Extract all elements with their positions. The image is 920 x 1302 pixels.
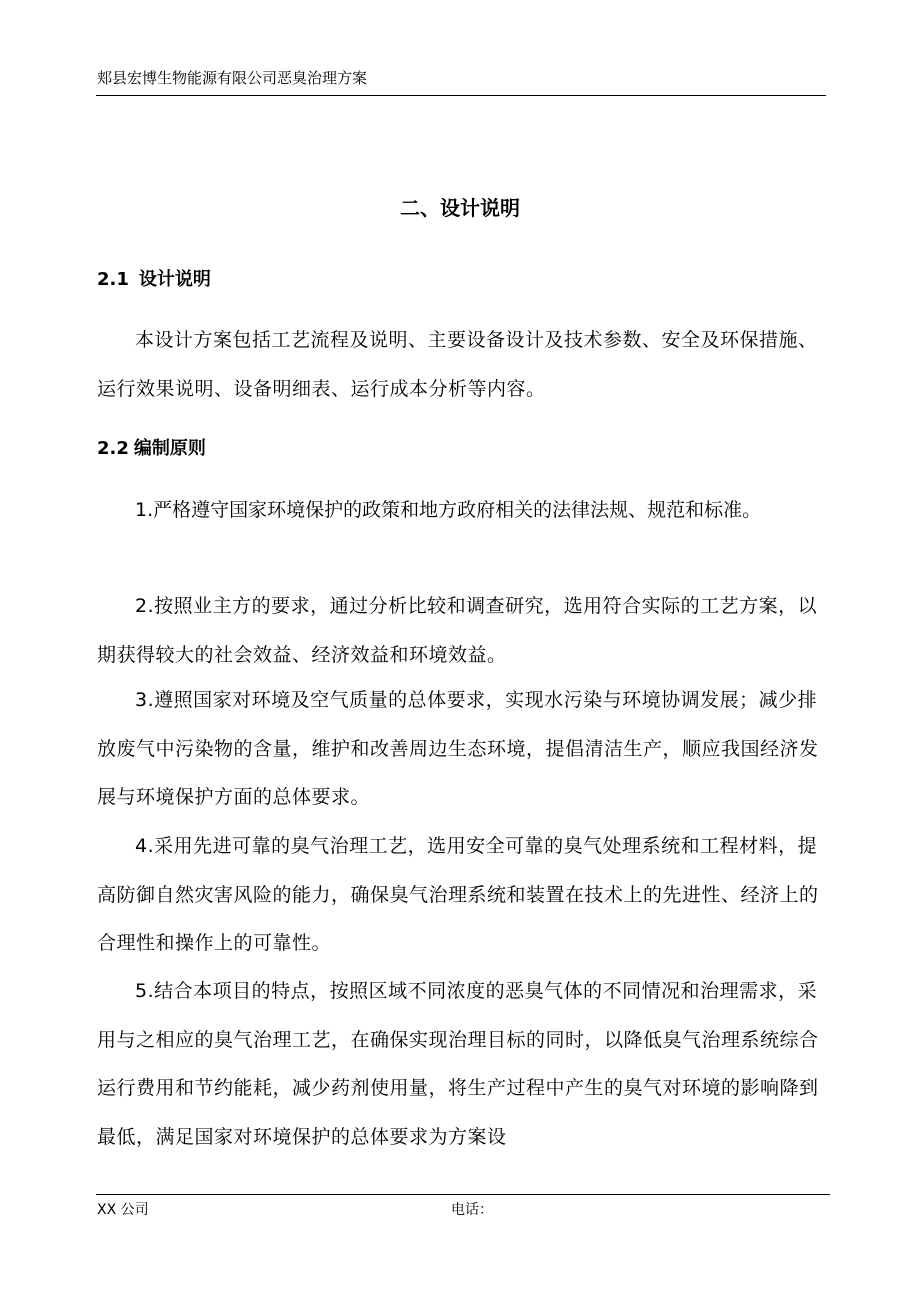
footer-divider (96, 1194, 830, 1195)
paragraph-principle-4: 4.采用先进可靠的臭气治理工艺，选用安全可靠的臭气处理系统和工程材料，提高防御自然灾害风险的能力，确保臭气治理系统和装置在技术上的先进性、经济上的合理性和操作上的可靠性。 (97, 835, 819, 954)
section-heading-2-1 (97, 267, 211, 293)
paragraph-scope: 本设计方案包括工艺流程及说明、主要设备设计及技术参数、安全及环保措施、运行效果说明、设备明细表、运行成本分析等内容。 (97, 329, 818, 400)
footer-phone-label: 电话： (451, 1202, 493, 1218)
section-title: 设计说明 (138, 269, 211, 290)
paragraph-principle-1: 1.严格遵守国家环境保护的政策和地方政府相关的法律法规、规范和标准。 (135, 499, 762, 521)
section-heading-2-2 (97, 436, 206, 462)
chapter-title: 二、设计说明 (400, 196, 520, 220)
paragraph-principle-5: 5.结合本项目的特点，按照区域不同浓度的恶臭气体的不同情况和治理需求，采用与之相应的臭气治理工艺，在确保实现治理目标的同时，以降低臭气治理系统综合运行费用和节约能耗，减少药剂使用量，将生产过程中产生的臭气对环境的影响降到最低，满足国家对环境保护的总体要求为方案设 (97, 980, 819, 1148)
header-divider (96, 95, 826, 96)
paragraph-principle-2: 2.按照业主方的要求，通过分析比较和调查研究，选用符合实际的工艺方案，以期获得较大的社会效益、经济效益和环境效益。 (97, 595, 818, 666)
page-header-title: 郏县宏博生物能源有限公司恶臭治理方案 (97, 69, 368, 87)
footer-company: XX 公司 (97, 1202, 149, 1218)
section-number: 2.2 (97, 438, 129, 459)
section-number: 2.1 (97, 269, 129, 290)
paragraph-principle-3: 3.遵照国家对环境及空气质量的总体要求，实现水污染与环境协调发展；减少排放废气中污染物的含量，维护和改善周边生态环境，提倡清洁生产，顺应我国经济发展与环境保护方面的总体要求。 (97, 689, 819, 808)
section-title: 编制原则 (133, 438, 206, 459)
